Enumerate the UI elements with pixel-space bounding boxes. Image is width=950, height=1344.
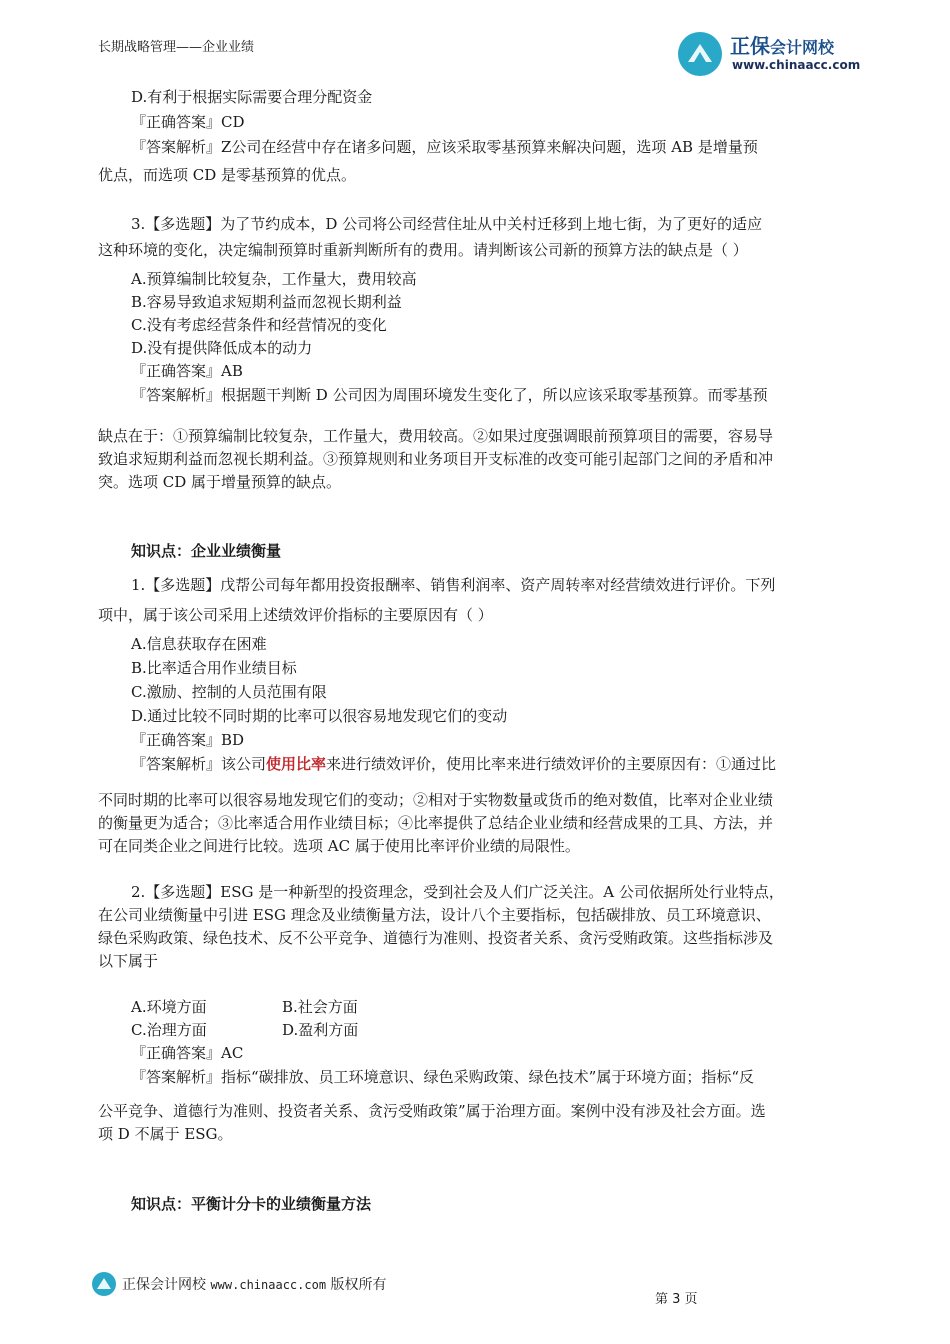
- logo-url: www.chinaacc.com: [732, 58, 861, 72]
- answer-analysis-cut: 『答案解析』Z公司在经营中存在诸多问题，应该采取零基预算来解决问题，选项 AB 是增量预: [131, 138, 758, 156]
- option-d: D.通过比较不同时期的比率可以很容易地发现它们的变动: [131, 707, 508, 725]
- option-b: B.社会方面: [282, 998, 358, 1016]
- question-stem-cut: 项中，属于该公司采用上述绩效评价指标的主要原因有（ ）: [98, 606, 493, 624]
- page-number: 第 3 页: [655, 1292, 698, 1307]
- correct-answer: 『正确答案』CD: [131, 113, 245, 131]
- option-a: A.预算编制比较复杂，工作量大，费用较高: [131, 270, 417, 288]
- section-title: 知识点：平衡计分卡的业绩衡量方法: [131, 1195, 372, 1213]
- question-stem: 3.【多选题】为了节约成本，D 公司将公司经营住址从中关村迁移到上地七街，为了更好的适应: [131, 215, 763, 233]
- highlight-text: 使用比率: [266, 755, 327, 773]
- question-stem: 2.【多选题】ESG 是一种新型的投资理念，受到社会及人们广泛关注。A 公司依据所处行业特点，: [131, 883, 784, 901]
- analysis-continuation: 突。选项 CD 属于增量预算的缺点。: [98, 473, 342, 491]
- option-d: D.盈利方面: [282, 1021, 359, 1039]
- option-c: C.治理方面: [131, 1021, 207, 1039]
- option-a: A.信息获取存在困难: [131, 635, 267, 653]
- option-d: D.没有提供降低成本的动力: [131, 339, 313, 357]
- logo[interactable]: [678, 28, 878, 76]
- option-c: C.激励、控制的人员范围有限: [131, 683, 327, 701]
- footer-logo-icon: [92, 1272, 116, 1296]
- correct-answer: 『正确答案』AB: [131, 362, 243, 380]
- analysis-continuation: 可在同类企业之间进行比较。选项 AC 属于使用比率评价业绩的局限性。: [98, 837, 580, 855]
- answer-analysis: 『答案解析』该公司使用比率来进行绩效评价，使用比率来进行绩效评价的主要原因有：①通过比: [131, 755, 777, 773]
- analysis-continuation: 致追求短期利益而忽视长期利益。③预算规则和业务项目开支标准的改变可能引起部门之间的矛盾和冲: [98, 450, 774, 468]
- footer-copyright: 正保会计网校 www.chinaacc.com 版权所有: [122, 1277, 387, 1293]
- option-c: C.没有考虑经营条件和经营情况的变化: [131, 316, 387, 334]
- analysis-continuation: 的衡量更为适合；③比率适合用作业绩目标；④比率提供了总结企业业绩和经营成果的工具、方法，并: [98, 814, 774, 832]
- answer-analysis: 『答案解析』根据题干判断 D 公司因为周围环境发生变化了，所以应该采取零基预算。而零基预: [131, 386, 768, 404]
- analysis-continuation: 不同时期的比率可以很容易地发现它们的变动；②相对于实物数量或货币的绝对数值，比率对企业业绩: [98, 791, 774, 809]
- option-a: A.环境方面: [131, 998, 207, 1016]
- analysis-continuation: 公平竞争、道德行为准则、投资者关系、贪污受贿政策”属于治理方面。案例中没有涉及社会方面。选: [98, 1102, 766, 1120]
- question-stem: 绿色采购政策、绿色技术、反不公平竞争、道德行为准则、投资者关系、贪污受贿政策。这些指标涉及: [98, 929, 774, 947]
- correct-answer: 『正确答案』AC: [131, 1044, 244, 1062]
- correct-answer: 『正确答案』BD: [131, 731, 245, 749]
- analysis-continuation: 缺点在于：①预算编制比较复杂，工作量大，费用较高。②如果过度强调眼前预算项目的需要，容易导: [98, 427, 774, 445]
- answer-analysis: 『答案解析』指标“碳排放、员工环境意识、绿色采购政策、绿色技术”属于环境方面；指标“反: [131, 1068, 755, 1086]
- logo-icon: [678, 32, 722, 76]
- option-b: B.容易导致追求短期利益而忽视长期利益: [131, 293, 402, 311]
- analysis-continuation: 项 D 不属于 ESG。: [98, 1125, 233, 1143]
- section-title: 知识点：企业业绩衡量: [131, 542, 282, 560]
- question-stem: 以下属于: [98, 952, 159, 970]
- analysis-continuation: 优点，而选项 CD 是零基预算的优点。: [98, 166, 357, 184]
- option-d: D.有利于根据实际需要合理分配资金: [131, 88, 373, 106]
- logo-text: 正保会计网校: [730, 34, 835, 58]
- option-b: B.比率适合用作业绩目标: [131, 659, 297, 677]
- question-stem-cut: 这种环境的变化，决定编制预算时重新判断所有的费用。请判断该公司新的预算方法的缺点是（ ）: [98, 241, 748, 259]
- cut-header-text: 长期战略管理——企业业绩: [98, 40, 255, 55]
- question-stem-cut: 1.【多选题】戊帮公司每年都用投资报酬率、销售利润率、资产周转率对经营绩效进行评价。下列: [131, 576, 776, 594]
- question-stem: 在公司业绩衡量中引进 ESG 理念及业绩衡量方法，设计八个主要指标，包括碳排放、员工环境意识、: [98, 906, 771, 924]
